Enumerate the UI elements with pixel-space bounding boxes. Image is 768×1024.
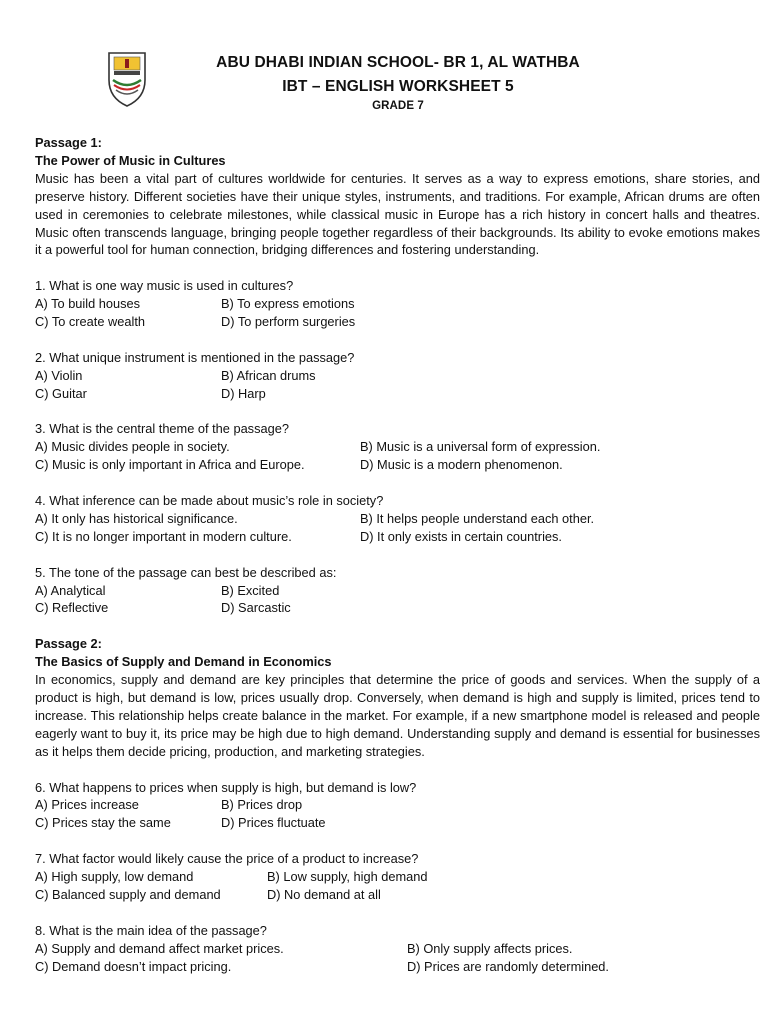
option-d: D) It only exists in certain countries.	[360, 528, 562, 544]
passage-1-title: The Power of Music in Cultures	[35, 152, 226, 168]
option-d: D) To perform surgeries	[221, 314, 356, 330]
option-d: D) Prices are randomly determined.	[407, 958, 609, 974]
question-2	[35, 349, 760, 403]
question-3	[35, 420, 760, 474]
option-a: A) It only has historical significance.	[35, 510, 238, 526]
option-c: C) It is no longer important in modern culture.	[35, 528, 292, 544]
question-5	[35, 564, 760, 618]
question-text: 5. The tone of the passage can best be described as:	[35, 564, 337, 580]
question-text: 4. What inference can be made about music’s role in society?	[35, 493, 384, 509]
worksheet-title: IBT – ENGLISH WORKSHEET 5	[282, 78, 514, 95]
passage-1-text: Music has been a vital part of cultures worldwide for centuries. It serves as a way to express emotions, share stories, and preserve history. Different societies have their unique styles, instruments, and traditions. For example, African drums are often used in ceremonies to celebrate milestones, while classical music in Europe has a rich history in concert halls and theatres. Music often transcends language, bringing people together regardless of their backgrounds. Its ability to evoke emotions makes it a powerful tool for human connection, bridging differences and fostering understanding.	[35, 170, 760, 258]
option-b: B) Only supply affects prices.	[407, 940, 573, 956]
question-8	[35, 922, 760, 976]
option-a: A) Violin	[35, 367, 83, 383]
passage-2-title: The Basics of Supply and Demand in Economics	[35, 654, 332, 670]
option-a: A) Music divides people in society.	[35, 439, 230, 455]
option-d: D) Sarcastic	[221, 600, 291, 616]
option-d: D) No demand at all	[267, 886, 381, 902]
question-7	[35, 850, 760, 904]
option-c: C) Prices stay the same	[35, 815, 171, 831]
option-d: D) Prices fluctuate	[221, 815, 326, 831]
option-d: D) Music is a modern phenomenon.	[360, 457, 563, 473]
worksheet-content	[35, 134, 760, 975]
question-text: 8. What is the main idea of the passage?	[35, 922, 267, 938]
question-text: 2. What unique instrument is mentioned in the passage?	[35, 349, 355, 365]
option-b: B) To express emotions	[221, 296, 355, 312]
passage-2-label: Passage 2:	[35, 636, 102, 652]
passage-2-text: In economics, supply and demand are key principles that determine the price of goods and services. When the supply of a product is high, but demand is low, prices usually drop. Conversely, when demand is high and supply is limited, prices tend to increase. This relationship helps create balance in the market. For example, if a new smartphone model is released and people eagerly want to buy it, its price may be high due to high demand. Understanding supply and demand is essential for businesses as it helps them decide pricing, production, and marketing strategies.	[35, 672, 760, 759]
question-6	[35, 779, 760, 833]
option-c: C) Demand doesn’t impact pricing.	[35, 958, 232, 974]
option-c: C) To create wealth	[35, 314, 146, 330]
option-b: B) Excited	[221, 582, 280, 598]
option-b: B) It helps people understand each other.	[360, 510, 595, 526]
option-d: D) Harp	[221, 385, 266, 401]
option-a: A) To build houses	[35, 296, 141, 312]
option-b: B) African drums	[221, 367, 316, 383]
option-b: B) Prices drop	[221, 797, 303, 813]
option-c: C) Balanced supply and demand	[35, 886, 221, 902]
option-c: C) Guitar	[35, 385, 87, 401]
option-b: B) Low supply, high demand	[267, 869, 428, 885]
question-1	[35, 277, 760, 331]
school-name: ABU DHABI INDIAN SCHOOL- BR 1, AL WATHBA	[216, 54, 580, 71]
question-4	[35, 492, 760, 546]
option-c: C) Music is only important in Africa and Europe.	[35, 457, 305, 473]
option-c: C) Reflective	[35, 600, 109, 616]
worksheet-header	[0, 0, 768, 120]
question-text: 3. What is the central theme of the passage?	[35, 421, 289, 437]
grade-label: GRADE 7	[372, 100, 424, 112]
option-a: A) High supply, low demand	[35, 869, 194, 885]
option-a: A) Prices increase	[35, 797, 139, 813]
question-text: 7. What factor would likely cause the price of a product to increase?	[35, 851, 419, 867]
option-a: A) Supply and demand affect market prices.	[35, 940, 284, 956]
passage-1-label: Passage 1:	[35, 135, 102, 150]
option-a: A) Analytical	[35, 582, 106, 598]
question-text: 1. What is one way music is used in cultures?	[35, 278, 294, 294]
option-b: B) Music is a universal form of expression.	[360, 439, 601, 455]
question-text: 6. What happens to prices when supply is high, but demand is low?	[35, 779, 417, 795]
